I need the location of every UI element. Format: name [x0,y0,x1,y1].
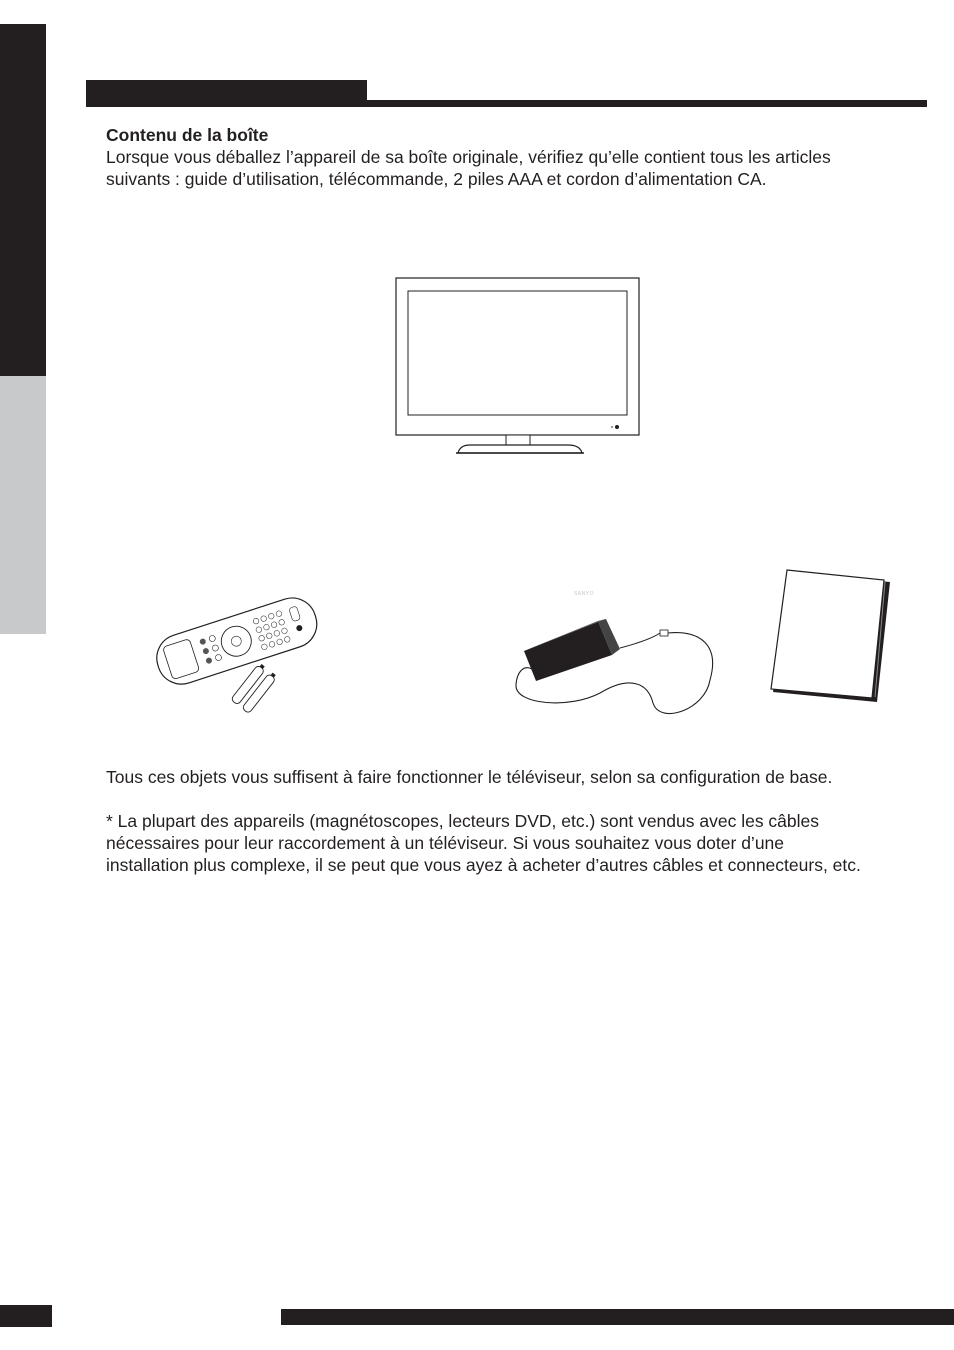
body-paragraph-1: Tous ces objets vous suffisent à faire fonctionner le téléviseur, selon sa configuration de base. [106,767,833,787]
user-manual-illustration [765,568,900,708]
body-paragraph-2: * La plupart des appareils (magnétoscopes, lecteurs DVD, etc.) sont vendus avec les câbles nécessaires pour leur raccordement à un téléviseur. Si vous souhaitez vous doter d’une installation plus complexe, il se peut que vous ayez à acheter d’autres câbles et connecteurs, etc. [106,811,861,875]
page-number-box [0,1305,52,1327]
adapter-brand-label: SANYO [574,591,595,597]
remote-and-batteries-illustration [145,578,325,718]
intro-paragraph: Lorsque vous déballez l’appareil de sa boîte originale, vérifiez qu’elle contient tous les articles suivants : guide d’utilisation, télécommande, 2 piles AAA et cordon d’alimentation CA. [106,147,831,189]
section-header-rule [367,100,927,107]
side-tab-dark [0,24,46,376]
footer-rule [281,1309,954,1325]
power-adapter-illustration [510,585,720,725]
intro-section [106,124,866,190]
tv-illustration [390,272,646,462]
body-section [106,766,866,898]
section-title: Contenu de la boîte [106,125,269,145]
section-header-block [86,80,367,107]
side-tab-grey [0,376,46,634]
